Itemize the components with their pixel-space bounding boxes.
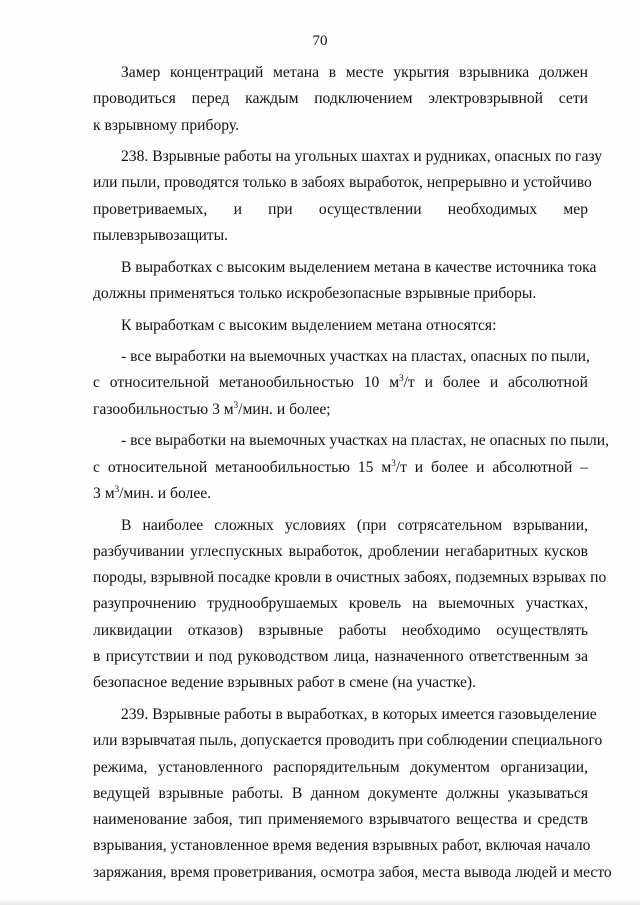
text-line: ведущей взрывные работы. В данном документе должны указываться <box>93 784 588 802</box>
text-line: проветриваемых, и при осуществлении необходимых мер <box>93 200 588 218</box>
paragraph <box>93 513 607 697</box>
paragraph <box>93 313 588 339</box>
text-line: В выработках с высоким выделением метана в качестве источника тока <box>121 258 597 276</box>
text-line: заряжания, время проветривания, осмотра забоя, места вывода людей и место <box>93 863 612 881</box>
paragraph <box>93 144 603 249</box>
text-line: разупрочнению труднообрушаемых кровель на выемочных участках, <box>93 595 588 613</box>
text-line: проводиться перед каждым подключением электровзрывной сети <box>93 90 588 108</box>
text-line: безопасное ведение взрывных работ в смене (на участке). <box>93 674 477 692</box>
paragraph <box>93 255 597 308</box>
paragraph <box>93 344 588 423</box>
paragraph <box>93 60 588 139</box>
text-line: или пыли, проводятся только в забоях выработок, непрерывно и устойчиво <box>93 174 592 192</box>
text-line: - все выработки на выемочных участках на пластах, опасных по пыли, <box>121 348 590 366</box>
text-line: 238. Взрывные работы на угольных шахтах и рудниках, опасных по газу <box>121 148 603 166</box>
text-line: пылевзрывозащиты. <box>93 227 228 245</box>
text-line: режима, установленного распорядительным документом организации, <box>93 758 588 776</box>
text-line: 239. Взрывные работы в выработках, в которых имеется газовыделение <box>121 705 597 723</box>
text-line: или взрывчатая пыль, допускается проводить при соблюдении специального <box>93 732 603 750</box>
text-line: с относительной метанообильностью 15 $м^3/т$ и более и абсолютной – <box>93 457 589 476</box>
text-line: в присутствии и под руководством лица, назначенного ответственным за <box>93 648 588 666</box>
text-line: К выработкам с высоким выделением метана относятся: <box>121 316 497 334</box>
text-line: разбучивании углеспускных выработок, дроблении негабаритных кусков <box>93 542 588 560</box>
page-number: 70 <box>312 33 328 49</box>
text-line: 3 $м^3$/мин. и более. <box>93 483 212 502</box>
paragraph <box>93 702 612 886</box>
text-line: газообильностью 3 $м^3$/мин. и более; <box>93 399 331 418</box>
text-line: ликвидации отказов) взрывные работы необходимо осуществлять <box>93 621 588 639</box>
text-line: наименование забоя, тип применяемого взрывчатого вещества и средств <box>93 811 588 829</box>
text-line: Замер концентраций метана в месте укрытия взрывника должен <box>121 64 588 81</box>
text-line: должны применяться только искробезопасные взрывные приборы. <box>93 284 537 302</box>
paragraph <box>93 428 610 507</box>
document-body <box>93 60 612 886</box>
text-line: с относительной метанообильностью 10 $м^3/т$ и более и абсолютной <box>93 373 588 392</box>
text-line: породы, взрывной посадке кровли в очистных забоях, подземных взрывах по <box>93 569 607 587</box>
text-line: взрывания, установленное время ведения взрывных работ, включая начало <box>93 837 591 855</box>
text-line: - все выработки на выемочных участках на пластах, не опасных по пыли, <box>121 432 610 450</box>
page-bottom-edge <box>0 899 640 905</box>
text-line: к взрывному прибору. <box>93 116 239 134</box>
text-line: В наиболее сложных условиях (при сотрясательном взрывании, <box>121 516 588 534</box>
